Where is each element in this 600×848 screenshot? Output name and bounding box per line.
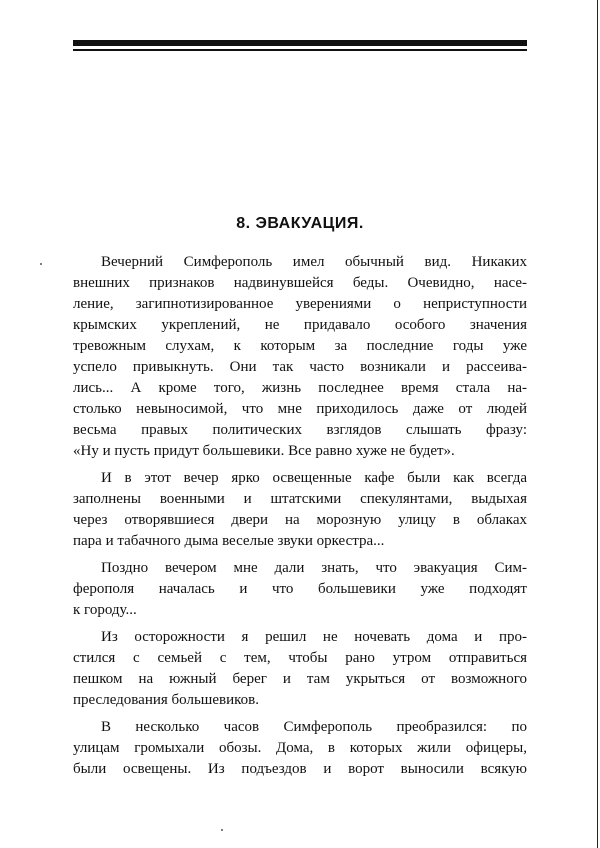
text-line: крымских укреплений, не придавало особого значения xyxy=(73,317,527,333)
text-line: ферополя началась и что большевики уже подходят xyxy=(73,581,527,597)
text-line: лись... А кроме того, жизнь последнее время стала на- xyxy=(73,380,527,396)
paragraph-3 xyxy=(73,558,527,621)
text-line: Поздно вечером мне дали знать, что эвакуация Сим- xyxy=(101,560,527,576)
text-line: преследования большевиков. xyxy=(73,692,259,708)
text-line: весьма правых политических взглядов слышать фразу: xyxy=(73,422,527,438)
chapter-title: 8. ЭВАКУАЦИЯ. xyxy=(236,215,364,232)
text-line: внешних признаков надвинувшейся беды. Очевидно, насе- xyxy=(73,275,527,291)
body-text xyxy=(73,252,527,786)
text-line: «Ну и пусть придут большевики. Все равно хуже не будет». xyxy=(73,443,455,459)
page-edge xyxy=(597,0,598,848)
text-line: стился с семьей с тем, чтобы рано утром отправиться xyxy=(73,650,527,666)
text-line: заполнены военными и штатскими спекулянтами, выдыхая xyxy=(73,491,527,507)
text-line: столько невыносимой, что мне приходилось даже от людей xyxy=(73,401,527,417)
header-rule-thick xyxy=(73,40,527,46)
text-line: пешком на южный берег и там укрыться от возможного xyxy=(73,671,527,687)
text-line: ление, загипнотизированное уверениями о неприступности xyxy=(73,296,527,312)
text-line: тревожным слухам, к которым за последние годы уже xyxy=(73,338,527,354)
scan-speck xyxy=(40,263,42,265)
text-line: Из осторожности я решил не ночевать дома и про- xyxy=(101,629,527,645)
text-line: успело привыкнуть. Они так часто возникали и рассеива- xyxy=(73,359,527,375)
paragraph-1 xyxy=(73,252,527,462)
text-line: к городу... xyxy=(73,602,137,618)
text-line: Вечерний Симферополь имел обычный вид. Никаких xyxy=(101,254,527,270)
text-line: улицам громыхали обозы. Дома, в которых жили офицеры, xyxy=(73,740,527,756)
header-rule-thin xyxy=(73,49,527,51)
text-line: пара и табачного дыма веселые звуки оркестра... xyxy=(73,533,385,549)
paragraph-4 xyxy=(73,627,527,711)
scan-speck xyxy=(221,829,223,831)
text-line: через отворявшиеся двери на морозную улицу в облаках xyxy=(73,512,527,528)
paragraph-5 xyxy=(73,717,527,780)
text-line: И в этот вечер ярко освещенные кафе были как всегда xyxy=(101,470,527,486)
text-line: В несколько часов Симферополь преобразился: по xyxy=(101,719,527,735)
text-line: были освещены. Из подъездов и ворот выносили всякую xyxy=(73,761,527,777)
paragraph-2 xyxy=(73,468,527,552)
